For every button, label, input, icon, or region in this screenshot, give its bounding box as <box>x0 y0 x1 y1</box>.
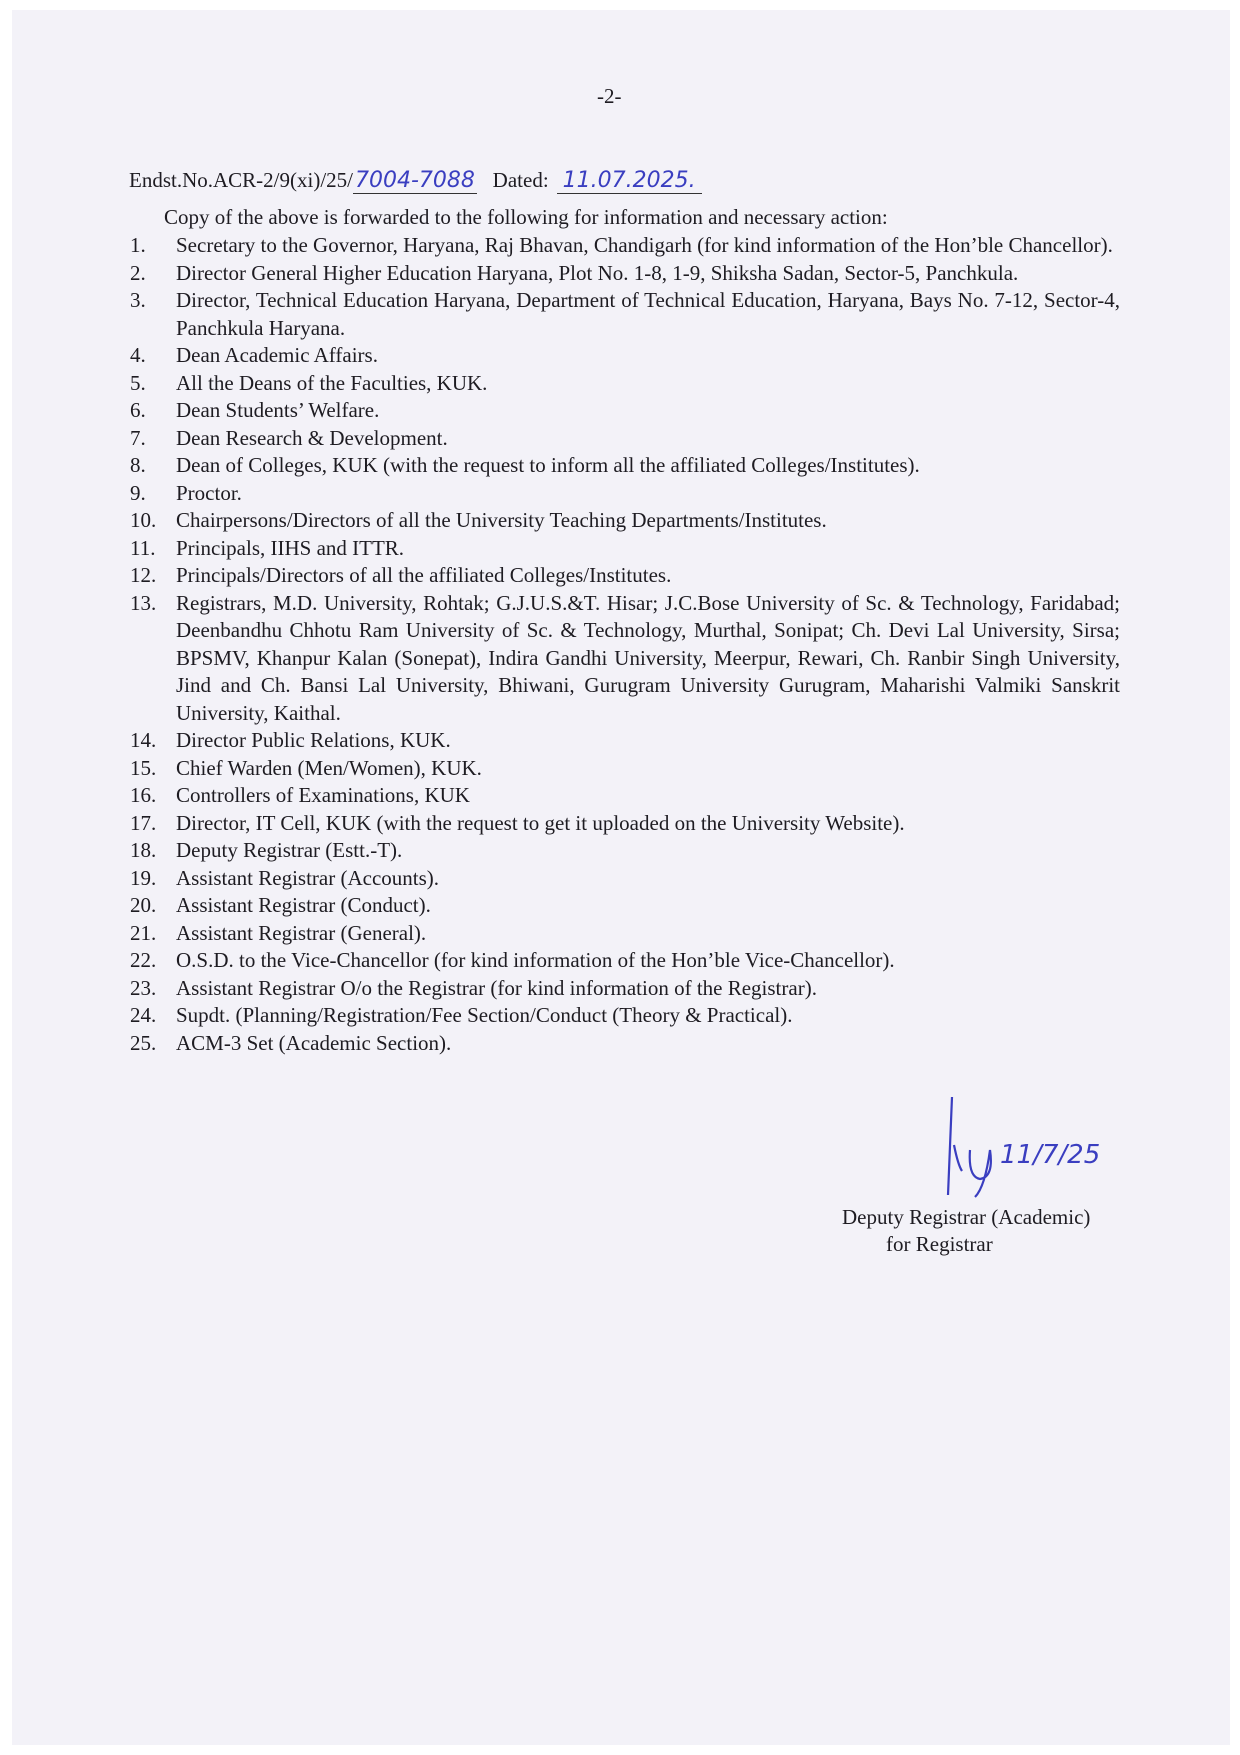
recipient-item <box>130 1030 1120 1058</box>
signatory-designation: Deputy Registrar (Academic) <box>842 1205 1091 1229</box>
endorsement-line <box>129 168 702 193</box>
recipient-item <box>130 782 1120 810</box>
recipient-number: 23. <box>130 975 157 1000</box>
recipient-item <box>130 892 1120 920</box>
recipient-text: Controllers of Examinations, KUK <box>176 783 470 807</box>
recipient-number: 25. <box>130 1030 157 1055</box>
recipient-text: Dean Students’ Welfare. <box>176 398 380 422</box>
signatory-on-behalf: for Registrar <box>886 1232 993 1256</box>
recipient-item <box>130 535 1120 563</box>
recipient-item <box>130 397 1120 425</box>
recipient-item <box>130 342 1120 370</box>
recipient-text: ACM-3 Set (Academic Section). <box>176 1030 452 1055</box>
recipient-text: Dean Academic Affairs. <box>176 343 378 367</box>
recipient-number: 10. <box>130 508 157 532</box>
recipient-text: Registrars, M.D. University, Rohtak; G.J.U.S.&T. Hisar; J.C.Bose University of Sc. & Technology, Faridabad; Deenbandhu Chhotu Ram University of Sc. & Technology, Murthal, Sonipat; Ch. Devi Lal University, Sirsa; BPSMV, Khanpur Kalan (Sonepat), Indira Gandhi University, Meerpur, Rewari, Ch. Ranbir Singh University, Jind and Ch. Bansi Lal University, Bhiwani, Gurugram University Gurugram, Maharishi Valmiki Sanskrit University, Kaithal. <box>176 590 1120 725</box>
recipient-number: 2. <box>130 260 146 285</box>
recipient-item <box>130 947 1120 975</box>
recipient-item <box>130 260 1120 288</box>
recipient-item <box>130 370 1120 398</box>
recipient-item <box>130 727 1120 755</box>
recipient-number: 11. <box>130 535 156 560</box>
recipient-item <box>130 425 1120 453</box>
recipient-text: Chairpersons/Directors of all the University Teaching Departments/Institutes. <box>176 508 827 532</box>
recipient-item <box>130 810 1120 838</box>
recipient-item <box>130 975 1120 1003</box>
recipient-text: Principals, IIHS and ITTR. <box>176 535 405 560</box>
recipient-list <box>130 232 1120 1057</box>
recipient-text: O.S.D. to the Vice-Chancellor (for kind information of the Hon’ble Vice-Chancellor). <box>176 948 895 972</box>
recipient-number: 15. <box>130 755 157 780</box>
recipient-number: 7. <box>130 425 146 450</box>
recipient-text: Chief Warden (Men/Women), KUK. <box>176 755 482 780</box>
document-page <box>12 10 1230 1745</box>
intro-text: Copy of the above is forwarded to the following for information and necessary action: <box>164 205 888 229</box>
recipient-number: 21. <box>130 920 157 945</box>
recipient-number: 13. <box>130 590 157 615</box>
recipient-text: Principals/Directors of all the affiliated Colleges/Institutes. <box>176 563 672 587</box>
recipient-text: Dean Research & Development. <box>176 425 448 450</box>
endorsement-prefix: Endst.No.ACR-2/9(xi)/25/ <box>129 168 353 192</box>
recipient-item <box>130 507 1120 535</box>
endorsement-number: 7004-7088 <box>355 168 475 193</box>
recipient-number: 3. <box>130 288 146 312</box>
recipient-number: 6. <box>130 398 146 422</box>
recipient-item <box>130 287 1120 342</box>
recipient-text: Director, Technical Education Haryana, Department of Technical Education, Haryana, Bays No. 7-12, Sector-4, Panchkula Haryana. <box>176 288 1120 340</box>
recipient-number: 12. <box>130 563 157 587</box>
signature <box>938 1095 998 1200</box>
recipient-item <box>130 562 1120 590</box>
endorsement-date: 11.07.2025. <box>557 168 702 194</box>
recipient-number: 18. <box>130 838 157 862</box>
recipient-text: Proctor. <box>176 480 242 505</box>
recipient-text: Assistant Registrar (Conduct). <box>176 893 431 917</box>
recipient-text: Dean of Colleges, KUK (with the request to inform all the affiliated Colleges/Institutes). <box>176 453 920 477</box>
recipient-text: Assistant Registrar O/o the Registrar (for kind information of the Registrar). <box>176 975 817 1000</box>
recipient-text: Director, IT Cell, KUK (with the request to get it uploaded on the University Website). <box>176 810 905 835</box>
recipient-text: All the Deans of the Faculties, KUK. <box>176 370 488 395</box>
recipient-item <box>130 1002 1120 1030</box>
recipient-text: Secretary to the Governor, Haryana, Raj Bhavan, Chandigarh (for kind information of the Hon’ble Chancellor). <box>176 233 1113 257</box>
recipient-number: 16. <box>130 783 157 807</box>
recipient-number: 8. <box>130 453 146 477</box>
recipient-item <box>130 920 1120 948</box>
dated-label: Dated: <box>492 168 549 192</box>
recipient-item <box>130 837 1120 865</box>
recipient-text: Director General Higher Education Haryana, Plot No. 1-8, 1-9, Shiksha Sadan, Sector-5, Panchkula. <box>176 260 1019 285</box>
recipient-number: 14. <box>130 728 157 752</box>
recipient-item <box>130 755 1120 783</box>
recipient-item <box>130 865 1120 893</box>
recipient-number: 4. <box>130 343 146 367</box>
recipient-text: Assistant Registrar (Accounts). <box>176 865 440 890</box>
recipient-item <box>130 590 1120 728</box>
recipient-number: 9. <box>130 480 146 505</box>
recipient-text: Deputy Registrar (Estt.-T). <box>176 838 403 862</box>
recipient-item <box>130 452 1120 480</box>
recipient-number: 24. <box>130 1003 157 1027</box>
recipient-number: 19. <box>130 865 157 890</box>
recipient-number: 22. <box>130 948 157 972</box>
recipient-number: 1. <box>130 233 146 257</box>
recipient-text: Director Public Relations, KUK. <box>176 728 451 752</box>
recipient-number: 20. <box>130 893 157 917</box>
signature-date: 11/7/25 <box>1000 1140 1101 1170</box>
page-number: -2- <box>597 84 622 108</box>
recipient-number: 17. <box>130 810 157 835</box>
recipient-text: Supdt. (Planning/Registration/Fee Section/Conduct (Theory & Practical). <box>176 1003 793 1027</box>
recipient-text: Assistant Registrar (General). <box>176 920 427 945</box>
recipient-item <box>130 480 1120 508</box>
recipient-item <box>130 232 1120 260</box>
recipient-number: 5. <box>130 370 146 395</box>
